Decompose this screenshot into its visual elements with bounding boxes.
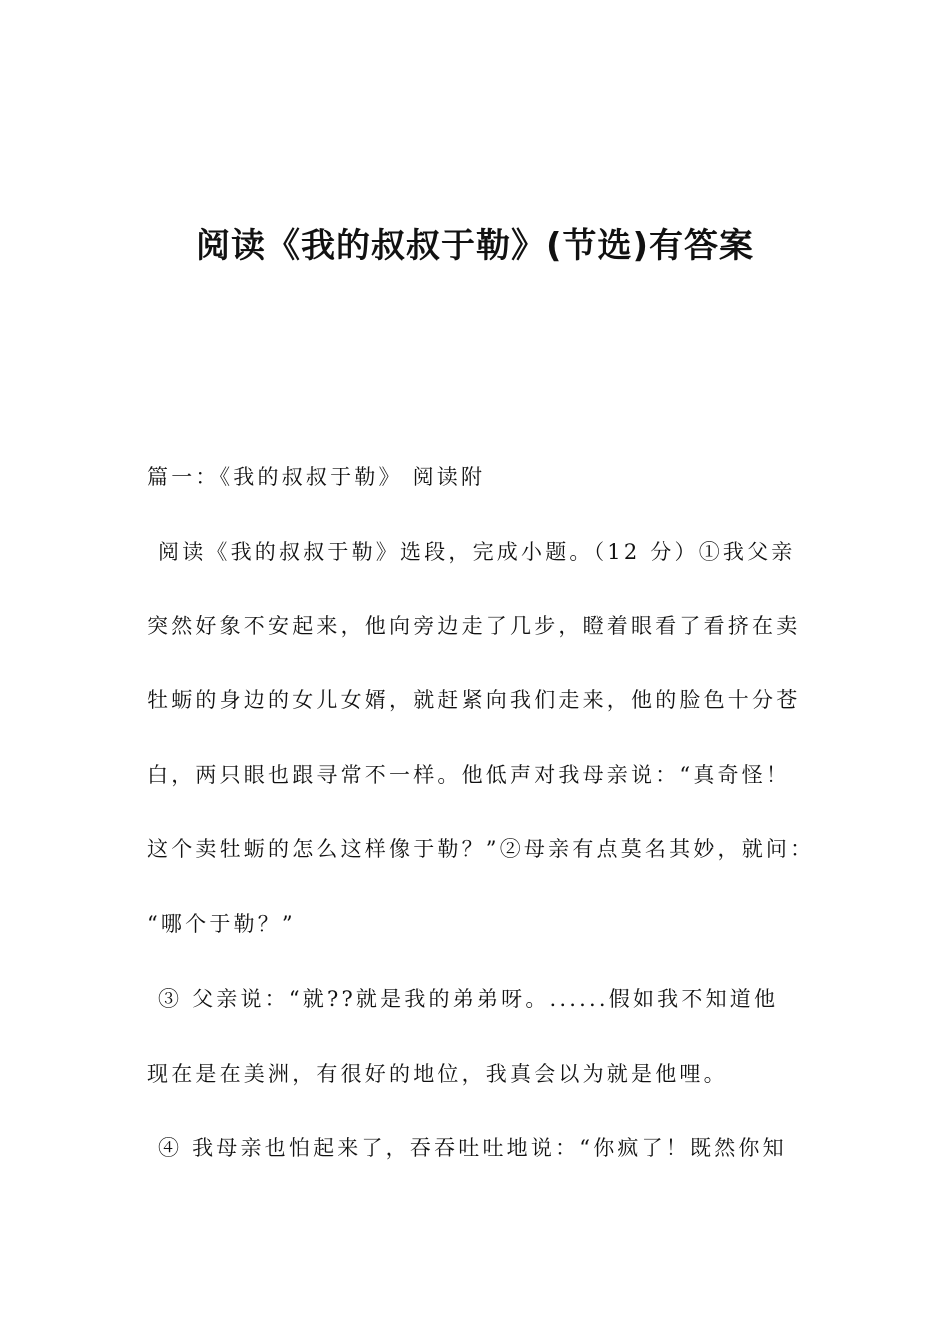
body-line: 突然好象不安起来，他向旁边走了几步，瞪着眼看了看挤在卖 — [147, 614, 801, 638]
body-line: 这个卖牡蛎的怎么这样像于勒？”②母亲有点莫名其妙，就问： — [147, 837, 815, 861]
section-heading: 篇一：《我的叔叔于勒》 阅读附 — [147, 465, 486, 489]
body-line: 阅读《我的叔叔于勒》选段，完成小题。（12 分）①我父亲 — [158, 540, 796, 564]
body-line: ④ 我母亲也怕起来了，吞吞吐吐地说：“你疯了！既然你知 — [158, 1136, 787, 1160]
document-title: 阅读《我的叔叔于勒》(节选)有答案 — [195, 226, 755, 266]
body-line: 白，两只眼也跟寻常不一样。他低声对我母亲说：“真奇怪！ — [147, 763, 791, 787]
body-line: ③ 父亲说：“就??就是我的弟弟呀。......假如我不知道他 — [158, 987, 779, 1011]
body-line: 牡蛎的身边的女儿女婿，就赶紧向我们走来，他的脸色十分苍 — [147, 688, 801, 712]
body-line: “哪个于勒？” — [147, 912, 296, 936]
body-line: 现在是在美洲，有很好的地位，我真会以为就是他哩。 — [147, 1062, 728, 1086]
